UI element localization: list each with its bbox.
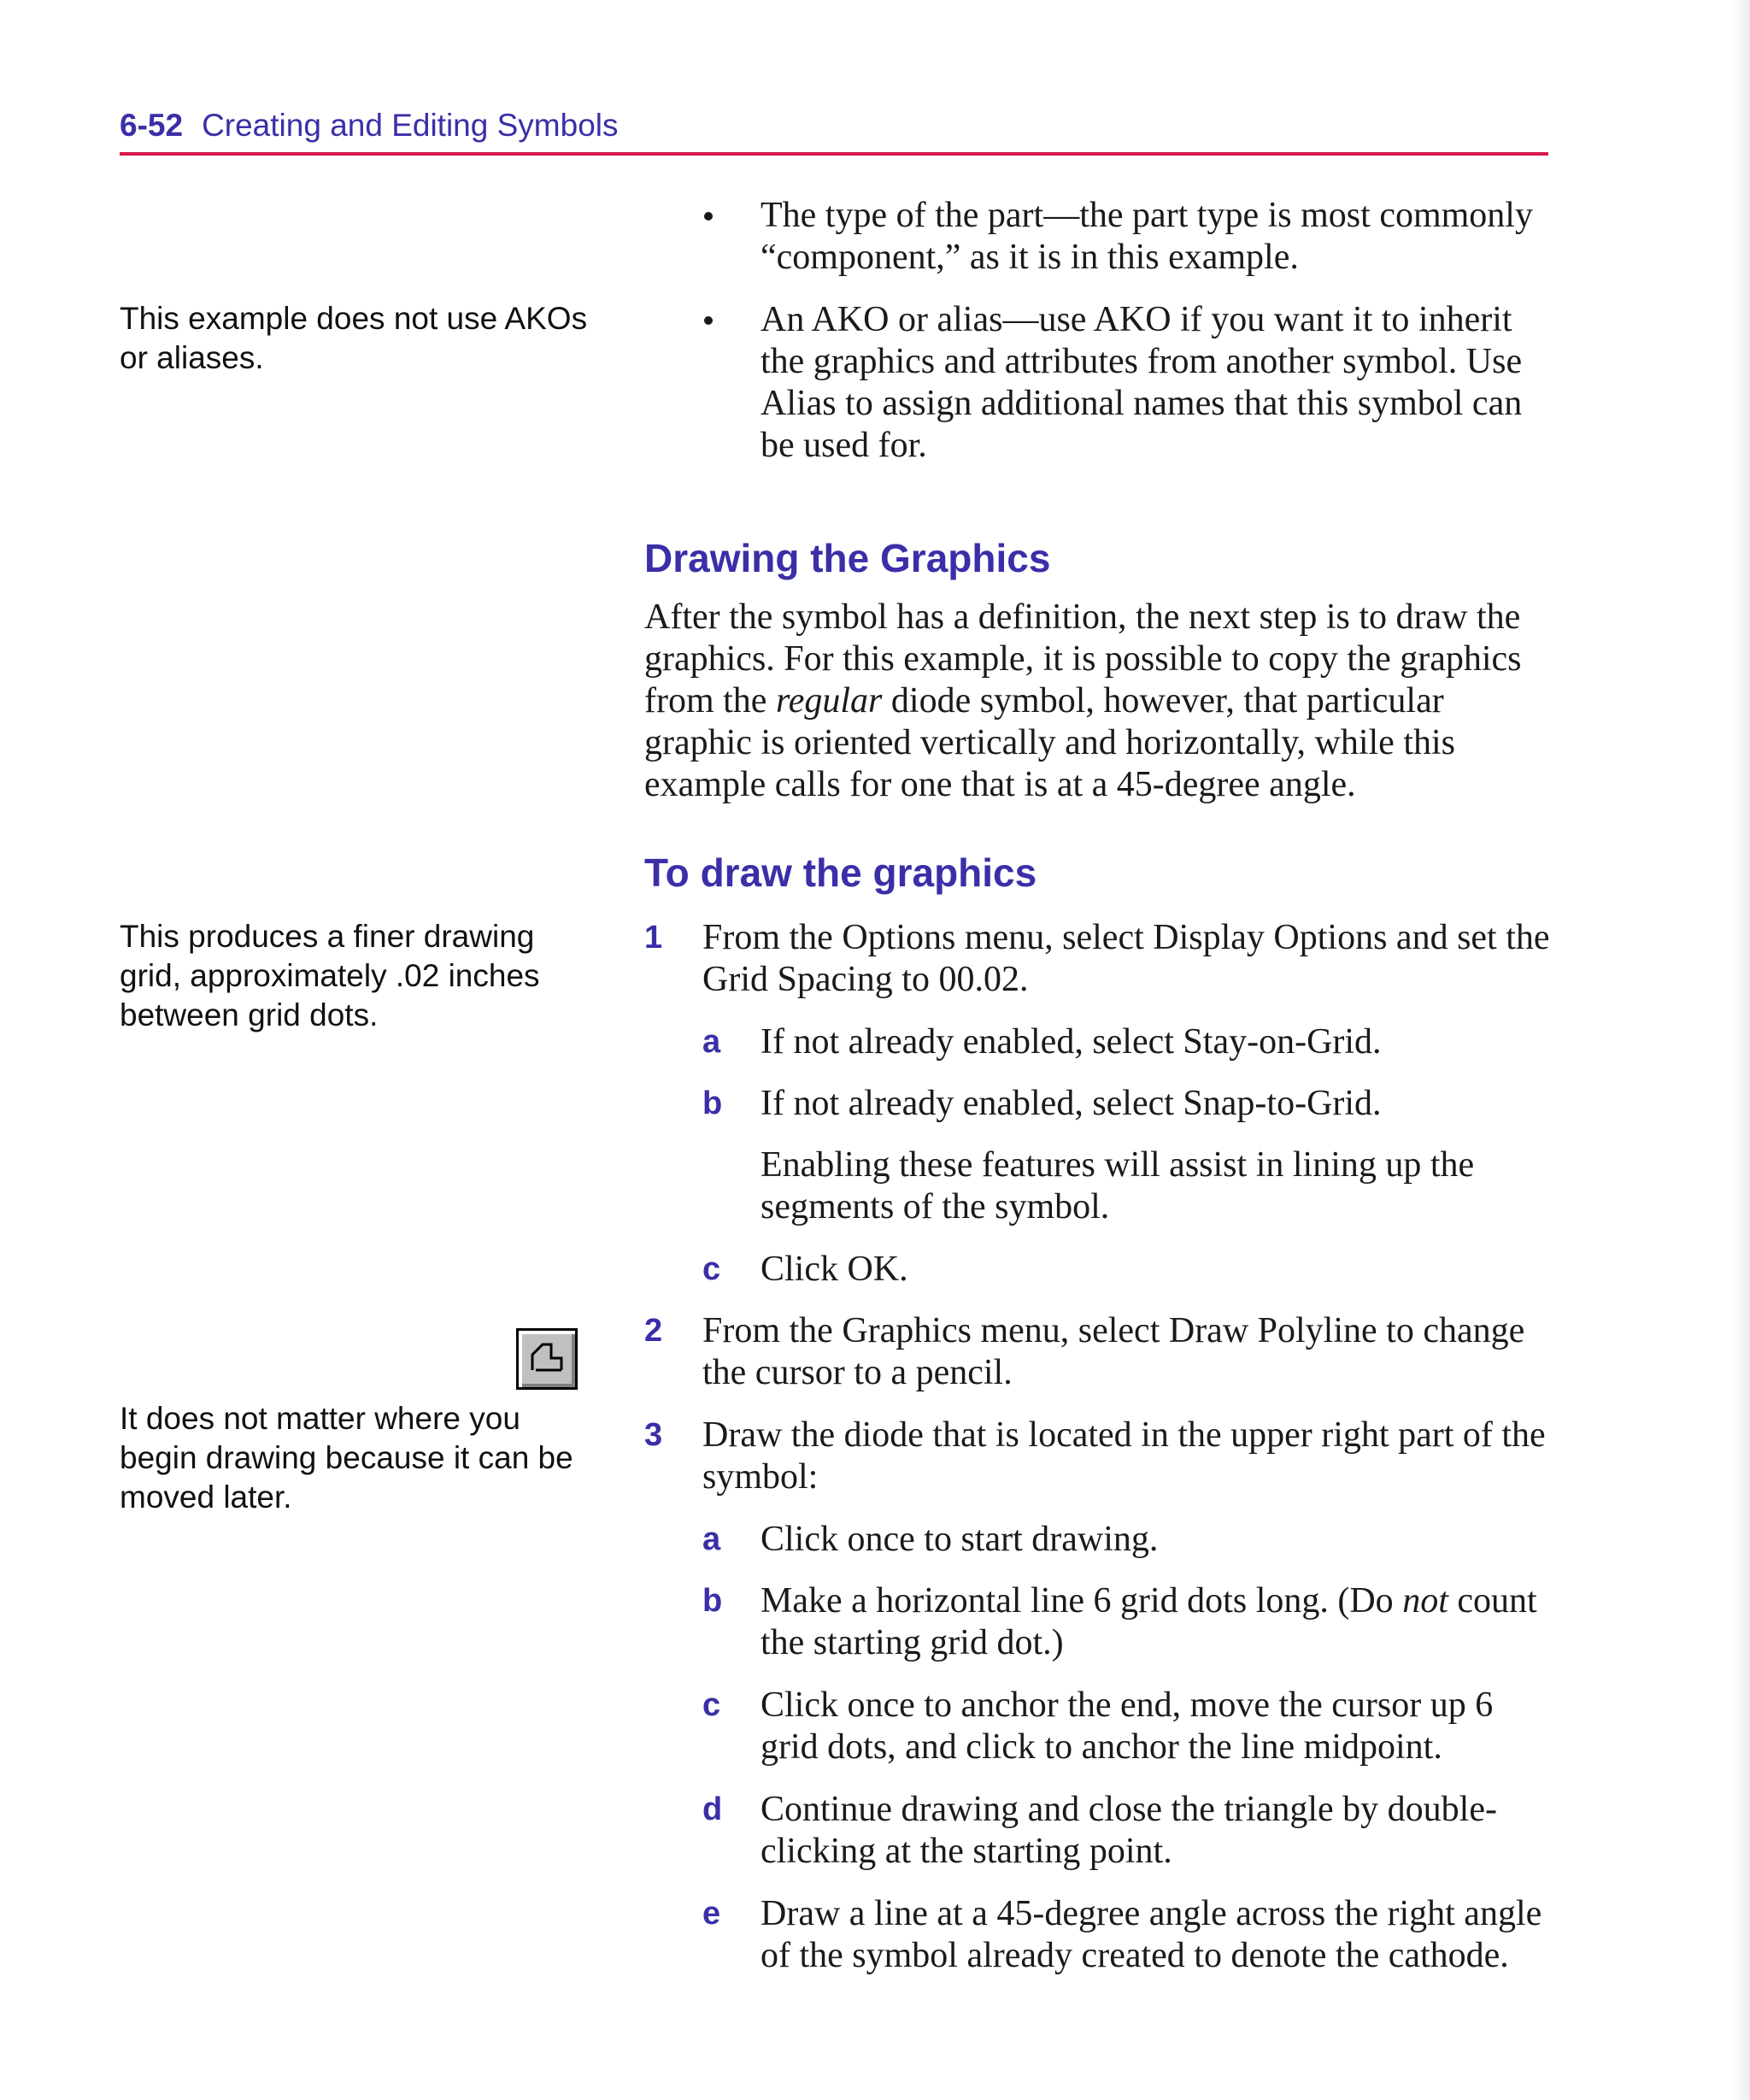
step-3a-text: Click once to start drawing. [760,1520,1159,1559]
bullet-ako-alias: An AKO or alias—use AKO if you want it to inherit the graphics and attributes from another symbol. Use Alias to assign additional names that this symbol can be used for. [760,300,1523,465]
page-edge-shadow [1733,0,1750,2100]
step-3e-text: Draw a line at a 45-degree angle across the right angle of the symbol already created to denote the cathode. [760,1894,1542,1975]
paragraph-text: After the symbol has a definition, the next step is to draw the graphics. For this example, it is possible to copy the graphics from the [644,597,1522,721]
margin-note-ako: This example does not use AKOs or aliases. [120,301,588,375]
bullet-marker [704,316,709,321]
step-3d-text: Continue drawing and close the triangle by double-clicking at the starting point. [760,1790,1497,1871]
step-3b-text [760,1580,1555,1664]
step-2-text: From the Graphics menu, select Draw Polyline to change the cursor to a pencil. [702,1311,1525,1392]
substep-label: c [702,1251,721,1287]
step-3b-emphasis: not [1402,1581,1448,1621]
substep-label: a [702,1521,721,1557]
substep-label: d [702,1791,723,1827]
margin-note-drawing: It does not matter where you begin drawing because it can be moved later. [120,1401,573,1515]
page-number: 6-52 [120,108,184,143]
step-3c-text: Click once to anchor the end, move the cursor up 6 grid dots, and click to anchor the line midpoint. [760,1685,1494,1767]
chapter-title: Creating and Editing Symbols [202,108,619,143]
step-3-text: Draw the diode that is located in the upper right part of the symbol: [702,1415,1546,1497]
substep-label: c [702,1687,721,1723]
substep-label: b [702,1085,723,1121]
step-number: 3 [644,1417,663,1453]
substep-label: a [702,1024,721,1060]
step-number: 2 [644,1313,663,1349]
step-3b-part: count the starting grid dot.) [760,1581,1537,1662]
step-1a-text: If not already enabled, select Stay-on-Grid. [760,1022,1382,1062]
page-header [120,108,1548,156]
section-heading-drawing: Drawing the Graphics [644,536,1051,580]
bullet-marker [704,212,709,217]
substep-label: e [702,1896,721,1932]
step-number: 1 [644,920,663,956]
paragraph-text: diode symbol, however, that particular graphic is oriented vertically and horizontally, while this example calls for one that is at a 45-degree angle. [644,681,1455,804]
drawing-paragraph [644,597,1550,806]
step-1-note: Enabling these features will assist in lining up the segments of the symbol. [760,1145,1475,1226]
bullet-part-type: The type of the part—the part type is most commonly “component,” as it is in this example. [760,196,1533,277]
step-1c-text: Click OK. [760,1250,908,1289]
draw-polyline-icon [516,1328,578,1390]
margin-note-grid: This produces a finer drawing grid, approximately .02 inches between grid dots. [120,919,540,1032]
section-heading-procedure: To draw the graphics [644,850,1037,895]
substep-label: b [702,1583,723,1619]
step-1b-text: If not already enabled, select Snap-to-Grid. [760,1084,1382,1123]
step-1-text: From the Options menu, select Display Options and set the Grid Spacing to 00.02. [702,918,1550,999]
paragraph-emphasis: regular [775,681,883,721]
step-3b-part: Make a horizontal line 6 grid dots long. (Do [760,1581,1403,1621]
